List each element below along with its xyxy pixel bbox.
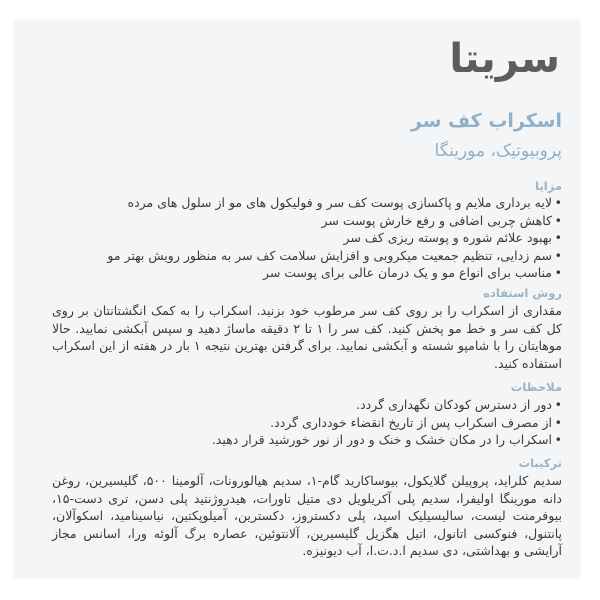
usage-heading: روش استفاده [483,286,562,300]
list-item: • لایه برداری ملایم و پاکسازی پوست کف سر و فولیکول های مو از سلول های مرده [127,195,562,210]
notes-list [42,396,562,449]
list-item: • از مصرف اسکراب پس از تاریخ انقضاء خودداری گردد. [270,414,562,430]
list-item: • سم زدایی، تنظیم جمعیت میکروبی و افزایش سلامت کف سر به منظور رویش بهتر مو [107,247,562,263]
list-item: • کاهش چربی اضافی و رفع خارش پوست سر [321,212,562,228]
benefits-list [42,194,562,282]
product-subtitle: پروبیوتیک، مورینگا [434,141,562,161]
notes-heading: ملاحظات [510,380,562,394]
brand-logo: سریتا [449,36,560,82]
list-item: • اسکراب را در مکان خشک و خنک و دور از نور خورشید قرار دهید. [211,432,562,447]
ingredients-heading: ترکیبات [518,456,562,470]
list-item: • بهبود علائم شوره و پوسته ریزی کف سر [343,230,562,245]
list-item: • مناسب برای انواع مو و یک درمان عالی برای پوست سر [262,265,562,280]
usage-text: مقداری از اسکراب را بر روی کف سر مرطوب خود بزنید. اسکراب را به کمک انگشتانتان بر روی کل کف سر و خط مو پخش کنید. کف سر را ۱ تا ۲ دقیقه ماساژ دهید و سپس آبکشی نمایید. حالا موهایتان را با شامپو شسته و آبکشی نمایید. برای گرفتن بهترین نتیجه ۱ بار در هفته از این اسکراب استفاده کنید. [52,303,563,371]
product-title: اسکراب کف سر [410,110,562,132]
list-item: • دور از دسترس کودکان نگهداری گردد. [356,397,562,412]
ingredients-text: سدیم کلراید، پروپیلن گلایکول، بیوساکارید گام-۱، سدیم هیالورونات، آلومینا ۵۰۰، گلیسیرین، روغن دانه مورینگا اولیفرا، سدیم پلی آکریلویل دی متیل تاورات، هیدروژنتید پلی دسن، تری دست-۱۵، بیوفرمنت لیست، سالیسیلیک اسید، پلی دکستروز، دکسترین، آمیلوپکتین، نیاسینامید، اسکوآلان، پانتنول، فنوکسی اتانول، اتیل هگزیل گلیسیرین، آلانتوئین، عصاره برگ آلوئه ورا، اسانس مجاز آرایشی و بهداشتی، دی سدیم ا.د.ت.ا، آب دیونیزه. [52,473,562,558]
benefits-heading: مزایا [535,179,562,193]
